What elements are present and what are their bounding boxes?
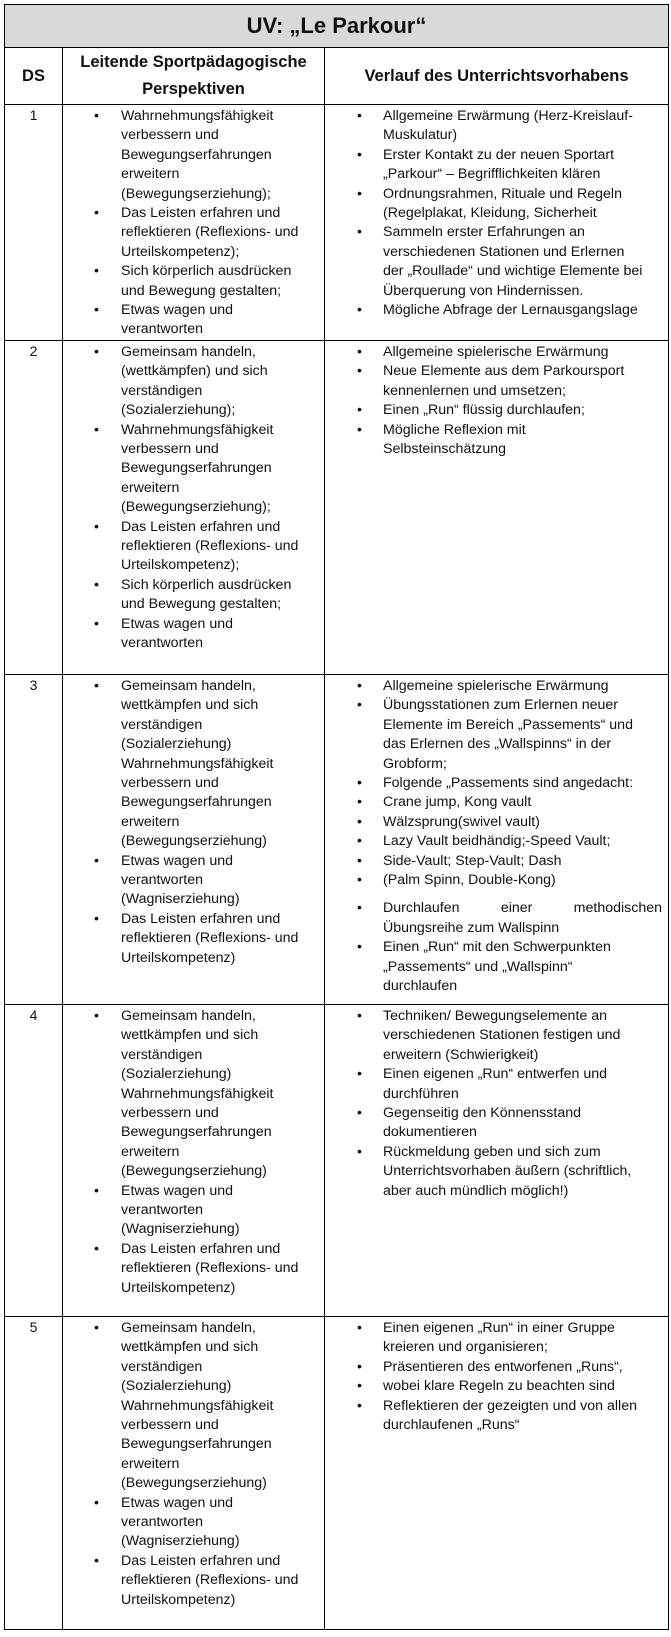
verlauf-item — [357, 1319, 662, 1358]
verlauf-line: Einen eigenen „Run“ in einer Gruppe — [383, 1320, 615, 1336]
verlauf-list — [325, 107, 668, 320]
perspektiven-line: Wahrnehmungsfähigkeit — [121, 1397, 274, 1414]
perspektiven-line: verständigen — [121, 716, 203, 733]
verlauf-line: Einen eigenen „Run“ entwerfen und — [383, 1066, 608, 1083]
perspektiven-line: verantworten — [121, 1514, 204, 1531]
bullet-icon: • — [357, 1105, 362, 1122]
perspektiven-line: Gemeinsam handeln, — [121, 1320, 256, 1336]
perspektiven-line: verantworten — [121, 872, 204, 889]
bullet-icon: • — [357, 900, 362, 917]
perspektiven-item — [94, 1240, 320, 1298]
perspektiven-line: Etwas wagen und — [121, 615, 233, 632]
verlauf-line: Mögliche Abfrage der Lernausgangslage — [383, 302, 638, 319]
perspektiven-line: (Wagniserziehung) — [121, 1221, 240, 1238]
perspektiven-line: (Bewegungserziehung); — [121, 499, 271, 516]
perspektiven-item — [94, 1494, 320, 1552]
bullet-icon: • — [94, 1320, 99, 1336]
perspektiven-line: (Sozialerziehung) — [121, 736, 232, 753]
verlauf-line: Lazy Vault beidhändig;-Speed Vault; — [383, 833, 611, 850]
verlauf-item — [357, 774, 662, 793]
perspektiven-line: verbessern und — [121, 441, 219, 458]
perspektiven-item — [94, 301, 320, 340]
perspektiven-item — [94, 852, 320, 910]
perspektiven-line: reflektieren (Reflexions- und — [121, 538, 299, 555]
perspektiven-item — [94, 1552, 320, 1610]
ds-number: 3 — [5, 675, 63, 1005]
title-row — [5, 5, 669, 48]
verlauf-item — [357, 1397, 662, 1436]
perspektiven-list — [63, 677, 324, 968]
verlauf-line: verschiedenen Stationen und Erlernen — [383, 243, 625, 260]
perspektiven-line: (Wagniserziehung) — [121, 891, 240, 908]
perspektiven-line: Bewegungserfahrungen — [121, 1124, 272, 1141]
verlauf-line: Gegenseitig den Könnensstand — [383, 1105, 581, 1122]
perspektiven-line: Wahrnehmungsfähigkeit — [121, 1085, 274, 1102]
perspektiven-line: (Sozialerziehung) — [121, 1378, 232, 1395]
verlauf-line: Reflektieren der gezeigten und von allen — [383, 1397, 637, 1414]
verlauf-line: Allgemeine spielerische Erwärmung — [383, 678, 609, 694]
verlauf-item — [357, 1007, 662, 1065]
verlauf-line: Techniken/ Bewegungselemente an — [383, 1008, 607, 1024]
bullet-icon: • — [94, 1240, 99, 1257]
verlauf-line: kreieren und organisieren; — [383, 1339, 548, 1356]
verlauf-line: Allgemeine Erwärmung (Herz-Kreislauf- — [383, 108, 633, 124]
bullet-icon: • — [94, 344, 99, 360]
perspektiven-line: (Bewegungserziehung); — [121, 185, 271, 202]
verlauf-line: durchlaufen — [383, 978, 458, 995]
perspektiven-item — [94, 107, 320, 204]
perspektiven-item — [94, 262, 320, 301]
perspektiven-cell — [63, 105, 325, 341]
verlauf-item — [357, 832, 662, 851]
perspektiven-line: Das Leisten erfahren und — [121, 518, 281, 535]
bullet-icon: • — [94, 1182, 99, 1199]
verlauf-line: dokumentieren — [383, 1124, 477, 1141]
verlauf-list — [325, 1007, 668, 1201]
ds-number: 4 — [5, 1005, 63, 1317]
perspektiven-item — [94, 1007, 320, 1182]
verlauf-line: Wälzsprung(swivel vault) — [383, 813, 540, 830]
perspektiven-line: Urteilskompetenz) — [121, 1279, 236, 1296]
verlauf-line: kennenlernen und umsetzen; — [383, 382, 566, 399]
verlauf-item — [357, 421, 662, 460]
perspektiven-line: erweitern — [121, 1143, 180, 1160]
perspektiven-line: Bewegungserfahrungen — [121, 146, 272, 163]
perspektiven-line: verantworten — [121, 1202, 204, 1219]
verlauf-item — [357, 1377, 662, 1396]
bullet-icon: • — [94, 263, 99, 280]
perspektiven-line: erweitern — [121, 166, 180, 183]
perspektiven-line: Sich körperlich ausdrücken — [121, 263, 292, 280]
ds-number: 1 — [5, 105, 63, 341]
perspektiven-item — [94, 204, 320, 262]
bullet-icon: • — [357, 678, 362, 694]
perspektiven-line: (Wagniserziehung) — [121, 1533, 240, 1550]
perspektiven-line: Bewegungserfahrungen — [121, 460, 272, 477]
bullet-icon: • — [357, 794, 362, 811]
verlauf-line: Crane jump, Kong vault — [383, 794, 532, 811]
bullet-icon: • — [357, 363, 362, 380]
verlauf-line: Einen „Run“ flüssig durchlaufen; — [383, 402, 585, 419]
perspektiven-line: Wahrnehmungsfähigkeit — [121, 755, 274, 772]
perspektiven-line: Gemeinsam handeln, — [121, 344, 256, 360]
bullet-icon: • — [357, 1066, 362, 1083]
perspektiven-cell — [63, 1005, 325, 1317]
bullet-icon: • — [357, 421, 362, 438]
perspektiven-line: reflektieren (Reflexions- und — [121, 1572, 299, 1589]
verlauf-item — [357, 813, 662, 832]
header-ds: DS — [5, 48, 63, 105]
perspektiven-line: und Bewegung gestalten; — [121, 282, 282, 299]
verlauf-item — [357, 852, 662, 871]
verlauf-item — [357, 223, 662, 301]
perspektiven-item — [94, 1182, 320, 1240]
bullet-icon: • — [357, 344, 362, 360]
bullet-icon: • — [357, 185, 362, 202]
bullet-icon: • — [94, 576, 99, 593]
perspektiven-item — [94, 421, 320, 518]
perspektiven-line: verbessern und — [121, 1105, 219, 1122]
verlauf-list — [325, 343, 668, 459]
bullet-icon: • — [357, 108, 362, 124]
verlauf-line: durchlaufenen „Runs“ — [383, 1417, 520, 1434]
bullet-icon: • — [94, 1552, 99, 1569]
verlauf-line: Durchlaufen einer methodischen — [383, 900, 663, 917]
verlauf-item — [357, 899, 663, 938]
perspektiven-list — [63, 343, 324, 654]
verlauf-line: Unterrichtsvorhaben äußern (schriftlich, — [383, 1163, 632, 1180]
perspektiven-line: wettkämpfen und sich — [121, 1339, 259, 1356]
perspektiven-line: Urteilskompetenz); — [121, 557, 240, 574]
ds-number: 5 — [5, 1317, 63, 1630]
verlauf-cell — [325, 1317, 669, 1630]
verlauf-cell — [325, 1005, 669, 1317]
perspektiven-line: (Bewegungserziehung) — [121, 1475, 267, 1492]
perspektiven-line: Das Leisten erfahren und — [121, 1240, 281, 1257]
verlauf-cell — [325, 341, 669, 675]
header-perspektiven-line1: Leitende Sportpädagogische — [80, 53, 307, 71]
verlauf-line: aber auch mündlich möglich!) — [383, 1182, 569, 1199]
perspektiven-line: Gemeinsam handeln, — [121, 678, 256, 694]
bullet-icon: • — [357, 872, 362, 889]
perspektiven-line: und Bewegung gestalten; — [121, 596, 282, 613]
perspektiven-line: verbessern und — [121, 1417, 219, 1434]
verlauf-item — [357, 185, 662, 224]
perspektiven-item — [94, 343, 320, 421]
header-verlauf: Verlauf des Unterrichtsvorhabens — [325, 48, 669, 105]
perspektiven-list — [63, 1319, 324, 1610]
verlauf-line: Einen „Run“ mit den Schwerpunkten — [383, 939, 611, 956]
verlauf-line: Ordnungsrahmen, Rituale und Regeln — [383, 185, 622, 202]
verlauf-item — [357, 696, 662, 774]
verlauf-line: Mögliche Reflexion mit — [383, 421, 526, 438]
verlauf-line: Side-Vault; Step-Vault; Dash — [383, 852, 562, 869]
perspektiven-line: verantworten — [121, 635, 204, 652]
verlauf-item — [357, 1358, 662, 1377]
perspektiven-line: (Bewegungserziehung) — [121, 1163, 267, 1180]
verlauf-line: Sammeln erster Erfahrungen an — [383, 224, 585, 241]
bullet-icon: • — [357, 146, 362, 163]
perspektiven-line: wettkämpfen und sich — [121, 697, 259, 714]
perspektiven-item — [94, 518, 320, 576]
bullet-icon: • — [94, 910, 99, 927]
perspektiven-line: (wettkämpfen) und sich — [121, 363, 268, 380]
verlauf-line: durchführen — [383, 1085, 459, 1102]
verlauf-line: Neue Elemente aus dem Parkoursport — [383, 363, 625, 380]
perspektiven-line: Das Leisten erfahren und — [121, 910, 281, 927]
verlauf-item — [357, 362, 662, 401]
bullet-icon: • — [94, 1494, 99, 1511]
verlauf-item — [357, 871, 662, 890]
perspektiven-item — [94, 576, 320, 615]
perspektiven-list — [63, 1007, 324, 1298]
table-row — [5, 675, 669, 1005]
bullet-icon: • — [357, 833, 362, 850]
perspektiven-line: verantworten — [121, 321, 204, 338]
perspektiven-item — [94, 677, 320, 852]
bullet-icon: • — [357, 1378, 362, 1395]
bullet-icon: • — [94, 421, 99, 438]
verlauf-line: erweitern (Schwierigkeit) — [383, 1046, 539, 1063]
perspektiven-item — [94, 910, 320, 968]
verlauf-line: der „Roullade“ und wichtige Elemente bei — [383, 263, 643, 280]
perspektiven-line: reflektieren (Reflexions- und — [121, 930, 299, 947]
perspektiven-line: Das Leisten erfahren und — [121, 1552, 281, 1569]
header-perspektiven — [63, 48, 325, 105]
perspektiven-line: Wahrnehmungsfähigkeit — [121, 108, 274, 124]
verlauf-line: Übungsstationen zum Erlernen neuer — [383, 697, 619, 714]
bullet-icon: • — [94, 615, 99, 632]
bullet-icon: • — [357, 697, 362, 714]
perspektiven-line: erweitern — [121, 1455, 180, 1472]
table-row — [5, 1317, 669, 1630]
perspektiven-line: reflektieren (Reflexions- und — [121, 224, 299, 241]
bullet-icon: • — [357, 852, 362, 869]
perspektiven-line: Bewegungserfahrungen — [121, 1436, 272, 1453]
bullet-icon: • — [357, 1008, 362, 1024]
verlauf-item — [357, 677, 662, 696]
bullet-icon: • — [357, 302, 362, 319]
verlauf-item — [357, 793, 662, 812]
bullet-icon: • — [94, 108, 99, 124]
verlauf-item — [357, 146, 662, 185]
perspektiven-line: Das Leisten erfahren und — [121, 205, 281, 222]
verlauf-line: (Regelplakat, Kleidung, Sicherheit — [383, 205, 597, 222]
verlauf-line: Rückmeldung geben und sich zum — [383, 1143, 601, 1160]
bullet-icon: • — [357, 224, 362, 241]
table-row — [5, 1005, 669, 1317]
perspektiven-line: Urteilskompetenz) — [121, 949, 236, 966]
header-perspektiven-line2: Perspektiven — [142, 80, 245, 98]
perspektiven-cell — [63, 341, 325, 675]
verlauf-line: Übungsreihe zum Wallspinn — [383, 919, 560, 936]
verlauf-line: Folgende „Passements sind angedacht: — [383, 775, 634, 792]
perspektiven-line: Wahrnehmungsfähigkeit — [121, 421, 274, 438]
verlauf-item — [357, 401, 662, 420]
bullet-icon: • — [94, 678, 99, 694]
perspektiven-line: verbessern und — [121, 127, 219, 144]
perspektiven-line: Etwas wagen und — [121, 1494, 233, 1511]
bullet-icon: • — [94, 302, 99, 319]
verlauf-line: Erster Kontakt zu der neuen Sportart — [383, 146, 615, 163]
perspektiven-line: wettkämpfen und sich — [121, 1027, 259, 1044]
table-row — [5, 341, 669, 675]
verlauf-line: Präsentieren des entworfenen „Runs“, — [383, 1358, 623, 1375]
verlauf-line: „Parkour“ – Begrifflichkeiten klären — [383, 166, 601, 183]
bullet-icon: • — [94, 205, 99, 222]
perspektiven-line: Sich körperlich ausdrücken — [121, 576, 292, 593]
bullet-icon: • — [357, 939, 362, 956]
bullet-icon: • — [94, 852, 99, 869]
bullet-icon: • — [357, 775, 362, 792]
table-title: UV: „Le Parkour“ — [5, 5, 669, 48]
bullet-icon: • — [357, 1143, 362, 1160]
verlauf-cell — [325, 675, 669, 1005]
perspektiven-line: Etwas wagen und — [121, 852, 233, 869]
verlauf-line: Elemente im Bereich „Passements“ und — [383, 716, 633, 733]
verlauf-item — [357, 343, 662, 362]
perspektiven-cell — [63, 675, 325, 1005]
perspektiven-line: verständigen — [121, 382, 203, 399]
ds-number: 2 — [5, 341, 63, 675]
perspektiven-line: Etwas wagen und — [121, 302, 233, 319]
perspektiven-list — [63, 107, 324, 340]
bullet-icon: • — [357, 813, 362, 830]
verlauf-line: (Palm Spinn, Double-Kong) — [383, 872, 556, 889]
verlauf-item — [357, 1143, 662, 1201]
bullet-icon: • — [357, 1397, 362, 1414]
perspektiven-line: verbessern und — [121, 775, 219, 792]
perspektiven-item — [94, 1319, 320, 1494]
perspektiven-line: erweitern — [121, 479, 180, 496]
verlauf-item — [357, 301, 662, 320]
verlauf-line: Grobform; — [383, 755, 447, 772]
verlauf-list — [325, 1319, 668, 1435]
perspektiven-line: Urteilskompetenz) — [121, 1591, 236, 1608]
table-row — [5, 105, 669, 341]
verlauf-item — [357, 107, 662, 146]
bullet-icon: • — [357, 1320, 362, 1336]
perspektiven-line: Urteilskompetenz); — [121, 243, 240, 260]
perspektiven-line: (Sozialerziehung); — [121, 402, 236, 419]
bullet-icon: • — [357, 402, 362, 419]
lesson-plan-table — [4, 4, 669, 1630]
verlauf-line: wobei klare Regeln zu beachten sind — [383, 1378, 615, 1395]
perspektiven-line: Gemeinsam handeln, — [121, 1008, 256, 1024]
perspektiven-line: verständigen — [121, 1358, 203, 1375]
verlauf-line: Allgemeine spielerische Erwärmung — [383, 344, 609, 360]
verlauf-item — [357, 1065, 662, 1104]
verlauf-cell — [325, 105, 669, 341]
perspektiven-line: Etwas wagen und — [121, 1182, 233, 1199]
verlauf-list — [325, 677, 668, 997]
perspektiven-line: (Sozialerziehung) — [121, 1066, 232, 1083]
perspektiven-cell — [63, 1317, 325, 1630]
perspektiven-line: reflektieren (Reflexions- und — [121, 1260, 299, 1277]
verlauf-line: das Erlernen des „Wallspinns“ in der — [383, 736, 612, 753]
verlauf-line: verschiedenen Stationen festigen und — [383, 1027, 621, 1044]
perspektiven-line: verständigen — [121, 1046, 203, 1063]
verlauf-item — [357, 938, 662, 996]
header-row — [5, 48, 669, 105]
verlauf-line: Selbsteinschätzung — [383, 441, 507, 458]
verlauf-item — [357, 1104, 662, 1143]
bullet-icon: • — [94, 518, 99, 535]
perspektiven-line: erweitern — [121, 813, 180, 830]
perspektiven-line: Bewegungserfahrungen — [121, 794, 272, 811]
verlauf-line: Überquerung von Hindernissen. — [383, 282, 584, 299]
perspektiven-line: (Bewegungserziehung) — [121, 833, 267, 850]
verlauf-line: „Passements“ und „Wallspinn“ — [383, 958, 573, 975]
bullet-icon: • — [94, 1008, 99, 1024]
perspektiven-item — [94, 615, 320, 654]
bullet-icon: • — [357, 1358, 362, 1375]
verlauf-line: Muskulatur) — [383, 127, 458, 144]
